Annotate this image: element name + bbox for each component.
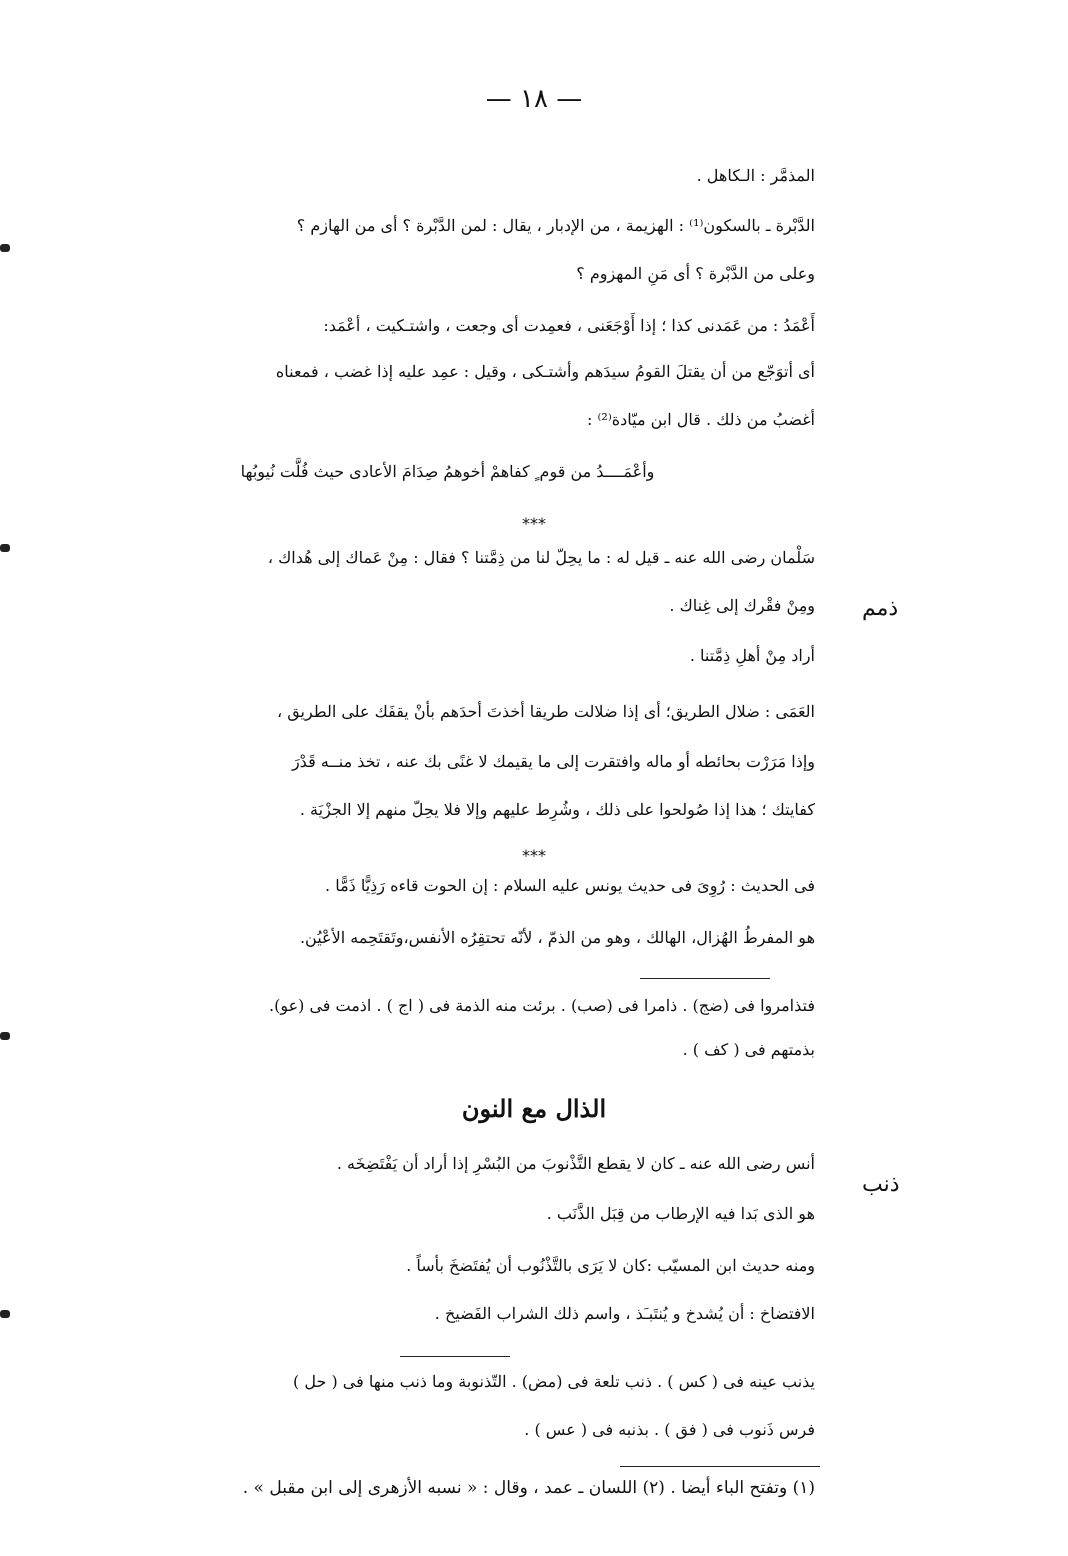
cross-reference-line: فتذامروا فى (ضج) . ذامرا فى (صب) . برئت منه الذمة فى ( اج ) . اذمت فى (عو). — [268, 996, 815, 1015]
entry-line: الافتضاخ : أن يُشدخ و يُنتَبـَذ ، واسم ذلك الشراب الفَضيخ . — [434, 1304, 815, 1323]
entry-line: وإذا مَرَرْت بحائطه أو ماله وافتقرت إلى ما يقيمك لا غنًى بك عنه ، تخذ منــه قَدْرَ — [291, 752, 815, 771]
entry-line: العَمَى : ضلال الطريق؛ أى إذا ضلالت طريقا أخذتَ أحدَهم بأنْ يقفَك على الطريق ، — [276, 702, 815, 721]
section-heading: الذال مع النون — [461, 1094, 607, 1123]
divider-rule — [400, 1356, 510, 1357]
binding-mark — [0, 1310, 10, 1318]
cross-reference-line: بذمتهم فى ( كف ) . — [682, 1040, 815, 1059]
cross-reference-line: فرس ذَنوب فى ( فق ) . بذنبه فى ( عس ) . — [524, 1420, 815, 1439]
divider-rule — [640, 978, 770, 979]
footnotes: (١) وتفتح الباء أيضا . (٢) اللسان ـ عمد ، وقال : « نسبه الأزهرى إلى ابن مقبل » . — [242, 1478, 815, 1498]
entry-line: هو المفرطُ الهُزال، الهالك ، وهو من الذمّ ، لأنّه تحتقِرُه الأنفس،وتَقتَحِمه الأعْيُن. — [299, 928, 815, 947]
entry-line: وعلى من الدَّبْرة ؟ أى مَنِ المهزوم ؟ — [576, 264, 815, 283]
entry-line: سَلْمان رضى الله عنه ـ قيل له : ما يحِلّ لنا من ذِمَّتنا ؟ فقال : مِنْ عَماك إلى هُداك ، — [267, 548, 815, 567]
footnote-rule — [620, 1466, 820, 1467]
entry-line: أنس رضى الله عنه ـ كان لا يقطع التَّذْنوبَ من البُسْرِ إذا أراد أن يَفْتَضِخَه . — [336, 1154, 815, 1173]
entry-line: أى أتوَجّع من أن يقتلَ القومُ سيدَهم وأشتـكى ، وقيل : عمِد عليه إذا غضب ، فمعناه — [275, 362, 815, 381]
entry-line: أغضبُ من ذلك . قال ابن ميّادة⁽²⁾ : — [587, 410, 815, 429]
page-number: — ١٨ — — [485, 84, 583, 114]
margin-root-word: ذمم — [862, 596, 899, 621]
entry-line: فى الحديث : رُوِىَ فى حديث يونس عليه السلام : إن الحوت قاءه رَذِيًّا ذَمًّا . — [325, 876, 815, 895]
poetry-verse: وأعْمَــــدُ من قوم ٍ كفاهمْ أخوهمُ صِدَامَ الأعادى حيث فُلَّت نُيوبُها — [240, 462, 655, 481]
entry-line: ومنه حديث ابن المسيّب :كان لا يَرَى بالتَّذْنُوب أن يُفتَضخَ بأساً . — [406, 1256, 815, 1275]
entry-line: أراد مِنْ أهلِ ذِمَّتنا . — [689, 646, 815, 665]
section-separator: *** — [522, 846, 546, 865]
entry-line: المذمَّر : الـكاهل . — [696, 166, 815, 185]
margin-root-word: ذنب — [862, 1172, 900, 1197]
cross-reference-line: يذنب عينه فى ( كس ) . ذنب تلعة فى (مض) . التّذنوبة وما ذنب منها فى ( حل ) — [293, 1372, 815, 1391]
entry-line: كفايتك ؛ هذا إذا صُولحوا على ذلك ، وشُرِط عليهم وإلا فلا يحِلّ منهم إلا الجزْيَة . — [299, 800, 815, 819]
binding-mark — [0, 1032, 10, 1040]
binding-mark — [0, 544, 10, 552]
entry-line: الدَّبْرة ـ بالسكون⁽¹⁾ : الهزيمة ، من الإدبار ، يقال : لمن الدَّبْرة ؟ أى من الهازم ؟ — [296, 216, 815, 235]
entry-line: هو الذى بَدا فيه الإرطاب من قِبَل الذَّنَب . — [546, 1204, 815, 1223]
section-separator: *** — [522, 514, 546, 533]
entry-line: أَعْمَدُ : من عَمَدنى كذا ؛ إذا أَوْجَعَنى ، فعمِدت أى وجعت ، واشتـكيت ، أعْمَد: — [323, 316, 815, 335]
entry-line: ومِنْ فقْرك إلى غِناك . — [669, 596, 815, 615]
binding-mark — [0, 244, 10, 252]
